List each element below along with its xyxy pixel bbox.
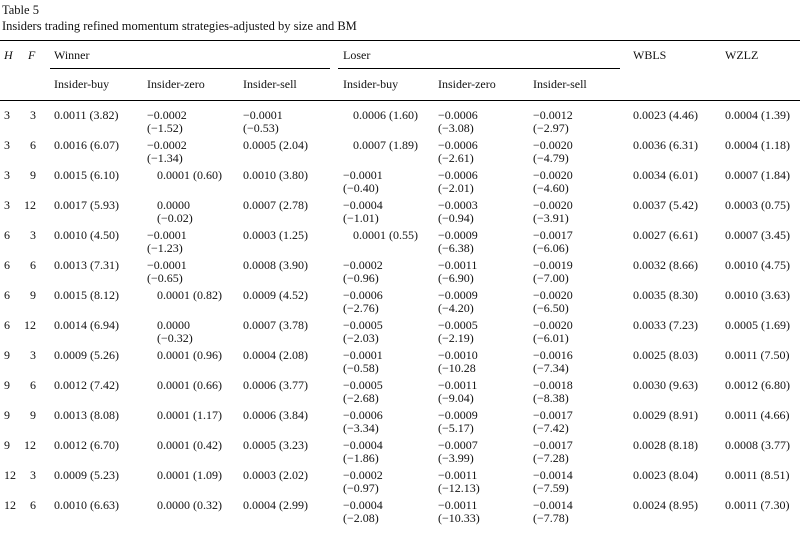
cell-wzlz: 0.0011 (4.66) [725,408,790,422]
cell-wzlz: 0.0003 (0.75) [725,198,790,212]
cell-winner-zero: −0.0002 (−1.34) [147,138,187,165]
cell-winner-zero: 0.0000 (0.32) [157,498,222,512]
cell-winner-buy: 0.0010 (4.50) [54,228,119,242]
table-row [0,289,800,315]
cell-wzlz: 0.0007 (3.45) [725,228,790,242]
table-row [0,439,800,465]
cell-winner-zero: 0.0001 (0.60) [157,168,222,182]
top-rule [0,40,800,41]
table-row [0,349,800,375]
table-row [0,319,800,345]
table-row [0,379,800,405]
cell-h: 3 [4,198,10,212]
cell-loser-buy: −0.0001 (−0.58) [343,348,383,375]
cell-loser-zero: −0.0006 (−3.08) [438,108,478,135]
cell-loser-zero: −0.0006 (−2.01) [438,168,478,195]
cell-loser-buy: −0.0001 (−0.40) [343,168,383,195]
header-f: F [28,48,36,62]
cell-winner-zero: −0.0002 (−1.52) [147,108,187,135]
cell-h: 6 [4,318,10,332]
cell-winner-sell: 0.0003 (1.25) [243,228,308,242]
cell-winner-sell: 0.0006 (3.77) [243,378,308,392]
cell-loser-sell: −0.0014 (−7.59) [533,468,573,495]
header-loser-zero: Insider-zero [438,77,496,91]
cell-wzlz: 0.0004 (1.18) [725,138,790,152]
cell-winner-buy: 0.0014 (6.94) [54,318,119,332]
cell-wbls: 0.0023 (8.04) [633,468,698,482]
cell-f: 3 [30,228,36,242]
cell-wbls: 0.0025 (8.03) [633,348,698,362]
cell-wzlz: 0.0011 (8.51) [725,468,790,482]
cell-winner-zero: −0.0001 (−1.23) [147,228,187,255]
cell-wzlz: 0.0012 (6.80) [725,378,790,392]
cell-loser-buy: −0.0004 (−1.01) [343,198,383,225]
cell-loser-buy: −0.0005 (−2.03) [343,318,383,345]
cell-loser-zero: −0.0009 (−5.17) [438,408,478,435]
cell-wbls: 0.0033 (7.23) [633,318,698,332]
header-loser-sell: Insider-sell [533,77,587,91]
cell-loser-buy: 0.0007 (1.89) [353,138,418,152]
header-winner: Winner [54,48,90,62]
cell-h: 3 [4,138,10,152]
cell-winner-zero: 0.0001 (0.96) [157,348,222,362]
cell-loser-zero: −0.0010 (−10.28 [438,348,478,375]
cell-loser-zero: −0.0003 (−0.94) [438,198,478,225]
cell-loser-sell: −0.0019 (−7.00) [533,258,573,285]
cell-wbls: 0.0027 (6.61) [633,228,698,242]
cell-winner-sell: 0.0004 (2.08) [243,348,308,362]
header-wzlz: WZLZ [725,48,759,62]
cell-winner-sell: 0.0007 (2.78) [243,198,308,212]
cell-wzlz: 0.0007 (1.84) [725,168,790,182]
table-row [0,169,800,195]
cell-winner-zero: −0.0001 (−0.65) [147,258,187,285]
cell-f: 12 [24,198,36,212]
cell-h: 6 [4,228,10,242]
cell-loser-buy: −0.0002 (−0.97) [343,468,383,495]
cell-loser-zero: −0.0006 (−2.61) [438,138,478,165]
cell-winner-buy: 0.0009 (5.26) [54,348,119,362]
cell-loser-zero: −0.0007 (−3.99) [438,438,478,465]
cell-wbls: 0.0024 (8.95) [633,498,698,512]
cell-wzlz: 0.0010 (4.75) [725,258,790,272]
cell-f: 12 [24,318,36,332]
cell-winner-sell: 0.0008 (3.90) [243,258,308,272]
cell-winner-buy: 0.0012 (7.42) [54,378,119,392]
cell-wbls: 0.0035 (8.30) [633,288,698,302]
cell-loser-zero: −0.0009 (−6.38) [438,228,478,255]
cell-winner-buy: 0.0013 (7.31) [54,258,119,272]
header-wbls: WBLS [633,48,667,62]
cell-f: 6 [30,378,36,392]
cell-winner-buy: 0.0016 (6.07) [54,138,119,152]
cell-wbls: 0.0034 (6.01) [633,168,698,182]
cell-loser-sell: −0.0012 (−2.97) [533,108,573,135]
cell-winner-sell: −0.0001 (−0.53) [243,108,283,135]
cell-wbls: 0.0037 (5.42) [633,198,698,212]
cell-loser-sell: −0.0020 (−4.60) [533,168,573,195]
cell-h: 9 [4,348,10,362]
table-row [0,199,800,225]
cell-winner-zero: 0.0000 (−0.32) [157,318,193,345]
cell-loser-buy: 0.0006 (1.60) [353,108,418,122]
cell-wbls: 0.0030 (9.63) [633,378,698,392]
cell-winner-zero: 0.0001 (0.82) [157,288,222,302]
cell-loser-buy: −0.0002 (−0.96) [343,258,383,285]
cell-h: 6 [4,288,10,302]
cell-h: 12 [4,468,16,482]
cell-winner-sell: 0.0009 (4.52) [243,288,308,302]
cell-f: 3 [30,468,36,482]
cell-f: 6 [30,258,36,272]
cell-loser-buy: −0.0004 (−2.08) [343,498,383,525]
cell-loser-buy: −0.0004 (−1.86) [343,438,383,465]
cell-winner-buy: 0.0017 (5.93) [54,198,119,212]
cell-f: 3 [30,108,36,122]
cell-winner-zero: 0.0001 (0.42) [157,438,222,452]
cell-loser-zero: −0.0011 (−6.90) [438,258,478,285]
cell-wzlz: 0.0011 (7.30) [725,498,790,512]
cell-h: 12 [4,498,16,512]
header-winner-buy: Insider-buy [54,77,110,91]
winner-rule [50,68,330,69]
cell-wbls: 0.0032 (8.66) [633,258,698,272]
cell-winner-sell: 0.0004 (2.99) [243,498,308,512]
cell-loser-sell: −0.0017 (−7.28) [533,438,573,465]
cell-f: 3 [30,348,36,362]
table-row [0,499,800,525]
table-row [0,469,800,495]
cell-winner-zero: 0.0001 (1.17) [157,408,222,422]
cell-f: 9 [30,408,36,422]
table-row [0,139,800,165]
cell-f: 9 [30,288,36,302]
cell-winner-buy: 0.0011 (3.82) [54,108,119,122]
header-loser: Loser [343,48,371,62]
cell-winner-zero: 0.0001 (1.09) [157,468,222,482]
cell-loser-buy: −0.0006 (−3.34) [343,408,383,435]
cell-winner-sell: 0.0005 (2.04) [243,138,308,152]
cell-loser-zero: −0.0009 (−4.20) [438,288,478,315]
cell-loser-sell: −0.0017 (−6.06) [533,228,573,255]
table-title: Insiders trading refined momentum strategies-adjusted by size and BM [2,19,357,33]
cell-winner-sell: 0.0006 (3.84) [243,408,308,422]
cell-f: 9 [30,168,36,182]
cell-wzlz: 0.0008 (3.77) [725,438,790,452]
cell-h: 6 [4,258,10,272]
cell-wzlz: 0.0005 (1.69) [725,318,790,332]
cell-winner-sell: 0.0007 (3.78) [243,318,308,332]
table-row [0,109,800,135]
cell-loser-sell: −0.0020 (−6.01) [533,318,573,345]
cell-wzlz: 0.0004 (1.39) [725,108,790,122]
cell-wzlz: 0.0010 (3.63) [725,288,790,302]
cell-loser-zero: −0.0011 (−12.13) [438,468,480,495]
cell-loser-sell: −0.0017 (−7.42) [533,408,573,435]
cell-loser-sell: −0.0016 (−7.34) [533,348,573,375]
cell-wbls: 0.0029 (8.91) [633,408,698,422]
cell-winner-buy: 0.0009 (5.23) [54,468,119,482]
cell-loser-sell: −0.0020 (−3.91) [533,198,573,225]
cell-h: 3 [4,168,10,182]
cell-wbls: 0.0028 (8.18) [633,438,698,452]
cell-loser-buy: 0.0001 (0.55) [353,228,418,242]
cell-winner-sell: 0.0003 (2.02) [243,468,308,482]
cell-winner-sell: 0.0010 (3.80) [243,168,308,182]
header-winner-zero: Insider-zero [147,77,205,91]
cell-wzlz: 0.0011 (7.50) [725,348,790,362]
cell-loser-zero: −0.0011 (−9.04) [438,378,478,405]
header-h: H [4,48,13,62]
cell-winner-buy: 0.0013 (8.08) [54,408,119,422]
cell-loser-sell: −0.0020 (−6.50) [533,288,573,315]
cell-h: 3 [4,108,10,122]
cell-wbls: 0.0036 (6.31) [633,138,698,152]
cell-h: 9 [4,378,10,392]
cell-loser-zero: −0.0011 (−10.33) [438,498,480,525]
cell-wbls: 0.0023 (4.46) [633,108,698,122]
header-loser-buy: Insider-buy [343,77,399,91]
header-winner-sell: Insider-sell [243,77,297,91]
cell-winner-sell: 0.0005 (3.23) [243,438,308,452]
cell-winner-zero: 0.0000 (−0.02) [157,198,193,225]
cell-f: 6 [30,498,36,512]
cell-loser-sell: −0.0020 (−4.79) [533,138,573,165]
cell-loser-buy: −0.0006 (−2.76) [343,288,383,315]
cell-h: 9 [4,408,10,422]
cell-h: 9 [4,438,10,452]
cell-loser-sell: −0.0014 (−7.78) [533,498,573,525]
cell-winner-zero: 0.0001 (0.66) [157,378,222,392]
table-row [0,229,800,255]
table-row [0,409,800,435]
cell-winner-buy: 0.0015 (6.10) [54,168,119,182]
cell-winner-buy: 0.0010 (6.63) [54,498,119,512]
table-row [0,259,800,285]
cell-f: 12 [24,438,36,452]
cell-loser-sell: −0.0018 (−8.38) [533,378,573,405]
header-rule [0,100,800,101]
cell-winner-buy: 0.0015 (8.12) [54,288,119,302]
table-number: Table 5 [2,3,39,17]
loser-rule [338,68,620,69]
table-caption [2,2,357,34]
cell-loser-zero: −0.0005 (−2.19) [438,318,478,345]
cell-winner-buy: 0.0012 (6.70) [54,438,119,452]
cell-loser-buy: −0.0005 (−2.68) [343,378,383,405]
cell-f: 6 [30,138,36,152]
